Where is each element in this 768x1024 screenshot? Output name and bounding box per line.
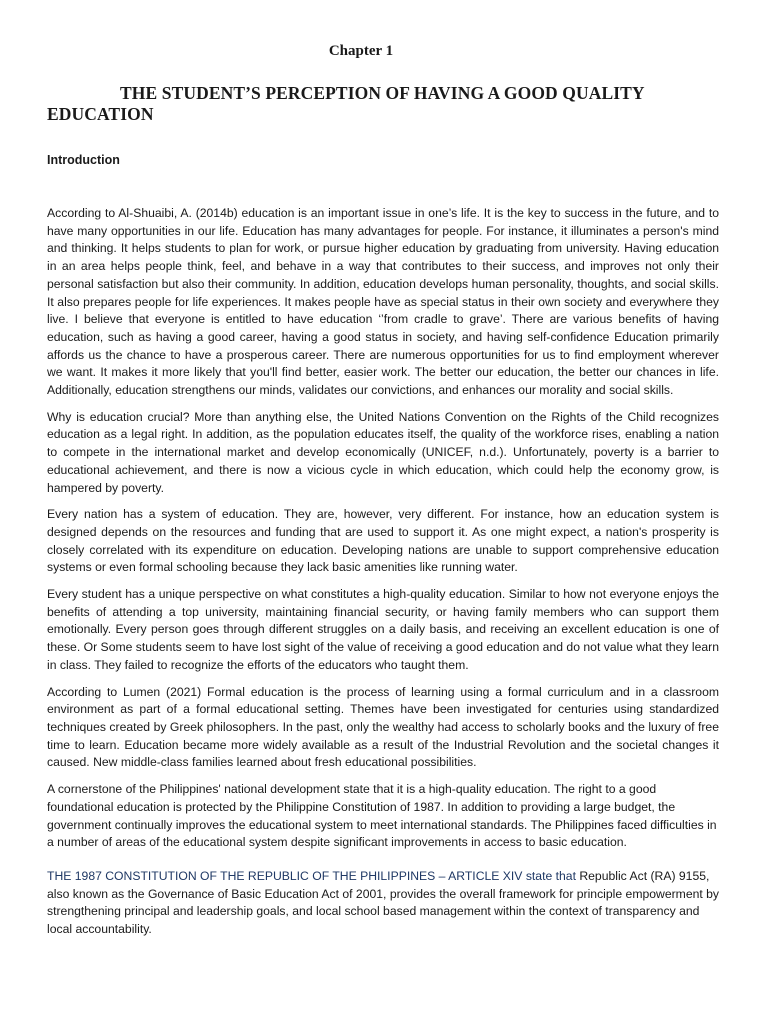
paragraph-3: Every nation has a system of education. They are, however, very different. For instance, how an education system is designed depends on the resources and funding that are used to support it. As one might expect, a nation's prosperity is closely correlated with its expenditure on education. Developing nations are unable to support comprehensive education systems or even formal schooling because they lack basic amenities like running water. bbox=[47, 507, 719, 575]
paragraph-1: According to Al-Shuaibi, A. (2014b) education is an important issue in one’s life. It is the key to success in the future, and to have many opportunities in our life. Education has many advantages for people. For instance, it illuminates a person's mind and thinking. It helps students to plan for work, or pursue higher education by graduating from university. Having education in an area helps people think, feel, and behave in a way that contributes to their success, and improves not only their personal satisfaction but also their community. In addition, education develops human personality, thoughts, and social skills. It also prepares people for life experiences. It makes people have as special status in their own society and everywhere they live. I believe that everyone is entitled to have education ‘’from cradle to grave’. There are various benefits of having education, such as having a good career, having a good status in society, and having self-confidence Education primarily affords us the chance to have a prosperous career. There are numerous opportunities for us to find employment wherever we want. It makes it more likely that you'll find better, easier work. The better our education, the better our chances in life. Additionally, education strengthens our minds, validates our convictions, and enhances our morality and social skills. bbox=[47, 206, 719, 398]
paragraph-5: According to Lumen (2021) Formal education is the process of learning using a formal curriculum and in a classroom environment as part of a formal educational setting. Themes have been investigated for centuries using standardized techniques created by Greek philosophers. In the past, only the wealthy had access to scholarly books and the luxury of free time to learn. Education became more widely available as a result of the Industrial Revolution and the societal changes it caused. New middle-class families learned about fresh educational possibilities. bbox=[47, 684, 719, 770]
section-heading: Introduction bbox=[47, 153, 120, 167]
document-title: THE STUDENT’S PERCEPTION OF HAVING A GOOD QUALITY EDUCATION bbox=[47, 83, 644, 124]
paragraph-4: Every student has a unique perspective on what constitutes a high-quality education. Similar to how not everyone enjoys the benefits of attending a top university, maintaining financial security, or having family members who can support them emotionally. Every person goes through different struggles on a daily basis, and receiving an excellent education is one of these. Or Some students seem to have lost sight of the value of receiving a good education and do not value what they learn in class. They failed to recognize the efforts of the educators who taught them. bbox=[47, 587, 719, 672]
paragraph-7 bbox=[47, 868, 719, 939]
paragraph-7-text: Republic Act (RA) 9155, also known as the Governance of Basic Education Act of 2001, provides the overall framework for principle empowerment by strengthening principal and leadership goals, and local school based management within the context of transparency and local accountability. bbox=[47, 868, 720, 937]
chapter-heading: Chapter 1 bbox=[328, 43, 394, 59]
constitution-reference: THE 1987 CONSTITUTION OF THE REPUBLIC OF THE PHILIPPINES – ARTICLE XIV state that bbox=[47, 868, 576, 883]
paragraph-6: A cornerstone of the Philippines' national development state that it is a high-quality education. The right to a good foundational education is protected by the Philippine Constitution of 1987. In addition to providing a large budget, the government continually improves the educational system to meet international standards. The Philippines faced difficulties in a number of areas of the educational system despite significant improvements in access to basic education. bbox=[47, 782, 717, 850]
paragraph-2: Why is education crucial? More than anything else, the United Nations Convention on the Rights of the Child recognizes education as a legal right. In addition, as the population educates itself, the quality of the workforce rises, enabling a nation to compete in the international market and develop economically (UNICEF, n.d.). Unfortunately, poverty is a barrier to educational achievement, and there is now a vicious cycle in which education, which could help the economy grow, is hampered by poverty. bbox=[47, 409, 719, 495]
body-text bbox=[47, 205, 719, 948]
